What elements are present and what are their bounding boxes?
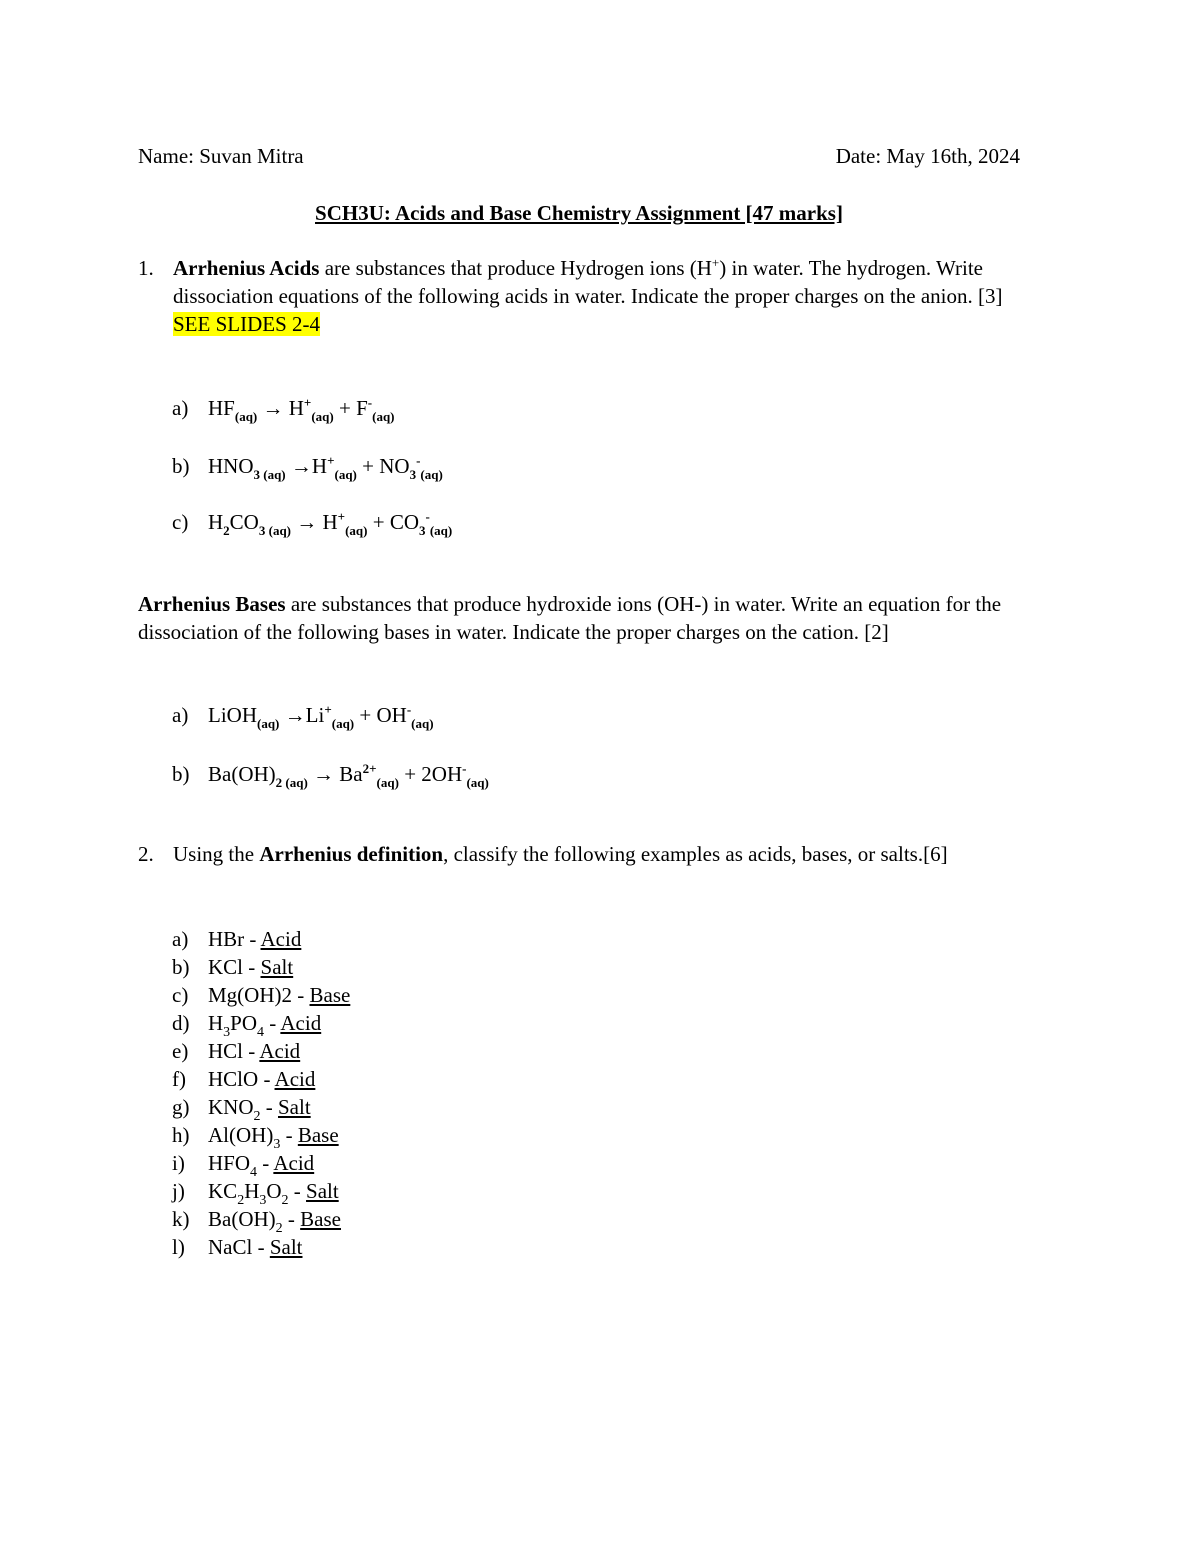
list-item: h) $Al(OH)_3$ - Base: [172, 1123, 339, 1152]
question-number: 1.: [138, 256, 154, 280]
list-item: a) HBr - Acid: [172, 927, 302, 951]
list-item: l) NaCl - Salt: [172, 1235, 303, 1259]
compound: $Al(OH)_3$: [208, 1123, 281, 1152]
acid-equation-a: a) $HF_{(aq)} \to H^+_{(aq)} + F^-_{(aq)}$: [172, 395, 395, 424]
compound: HClO: [208, 1067, 259, 1091]
item-label: f): [172, 1067, 186, 1091]
item-label: h): [172, 1123, 190, 1147]
acid-equation-b: b) $HNO_{3 (aq)} \to H^+_{(aq)} + NO_3^-_{(aq)}$: [172, 453, 443, 482]
list-item: f) HClO - Acid: [172, 1067, 316, 1091]
list-item: g) $KNO_2$ - Salt: [172, 1095, 311, 1124]
compound: $KC_2H_3O_2$: [208, 1179, 289, 1208]
item-label: d): [172, 1011, 190, 1035]
compound: KCl: [208, 955, 244, 979]
bases-text: are substances that produce hydroxide ions (OH-) in water. Write an equation for the dissociation of the following bases in water. Indicate the proper charges on the cation. [2]: [138, 592, 1002, 644]
question-number: 2.: [138, 842, 154, 866]
answer: Acid: [274, 1067, 316, 1091]
highlighted-note: SEE SLIDES 2-4: [173, 312, 320, 336]
list-item: b) KCl - Salt: [172, 955, 294, 979]
item-label: c): [172, 510, 189, 534]
q1-text-a: are substances that produce Hydrogen ions (H: [319, 256, 712, 280]
compound: HCl: [208, 1039, 244, 1063]
question-text: [173, 840, 1003, 868]
term-arrhenius-bases: Arrhenius Bases: [138, 592, 286, 616]
item-label: a): [172, 703, 189, 727]
answer: Salt: [269, 1235, 303, 1259]
q2-text-b: , classify the following examples as acids, bases, or salts.[6]: [443, 842, 948, 866]
item-label: b): [172, 955, 190, 979]
compound: $HFO_4$: [208, 1151, 258, 1180]
question-text: Arrhenius Acids are substances that produce Hydrogen ions (H+) in water. The hydrogen. Write dissociation equations of the following acids in water. Indicate the proper charges on the anion. [3] SEE SLIDES 2-4: [173, 255, 1003, 336]
base-equation-b: b) $Ba(OH)_{2 (aq)} \to Ba^{2+}_{(aq)} + 2OH^-_{(aq)}$: [172, 761, 489, 790]
list-item: d) $H_3PO_4$ - Acid: [172, 1011, 322, 1040]
answer: Salt: [306, 1179, 339, 1203]
answer: Base: [300, 1207, 341, 1231]
compound: HBr: [208, 927, 245, 951]
item-label: k): [172, 1207, 190, 1231]
list-item: e) HCl - Acid: [172, 1039, 301, 1063]
compound: $Ba(OH)_2$: [208, 1207, 283, 1236]
item-label: l): [172, 1235, 185, 1259]
page-title: SCH3U: Acids and Base Chemistry Assignment [47 marks]: [315, 201, 843, 225]
answer: Base: [309, 983, 351, 1007]
item-label: g): [172, 1095, 190, 1119]
item-label: b): [172, 762, 190, 786]
list-item: c) Mg(OH)2 - Base: [172, 983, 351, 1007]
item-label: a): [172, 927, 189, 951]
compound: NaCl: [208, 1235, 253, 1259]
term-arrhenius-definition: Arrhenius definition: [259, 842, 444, 866]
assignment-date: Date: May 16th, 2024: [835, 144, 1020, 168]
list-item: i) $HFO_4$ - Acid: [172, 1151, 315, 1180]
item-label: c): [172, 983, 189, 1007]
item-label: b): [172, 454, 190, 478]
item-label: i): [172, 1151, 185, 1175]
answer: Acid: [280, 1011, 322, 1035]
list-item: j) $KC_2H_3O_2$ - Salt: [172, 1179, 339, 1208]
item-label: j): [172, 1179, 185, 1203]
q2-text-a: Using the: [173, 842, 260, 866]
answer: Salt: [260, 955, 294, 979]
base-equation-a: a) LiOH$_{(aq)}$ $\to Li^+_{(aq)} + OH^-_{(aq)}$: [172, 702, 434, 731]
answer: Acid: [259, 1039, 301, 1063]
list-item: k) $Ba(OH)_2$ - Base: [172, 1207, 341, 1236]
item-label: e): [172, 1039, 189, 1063]
header: [138, 142, 1020, 172]
answer: Base: [297, 1123, 339, 1147]
answer: Salt: [278, 1095, 311, 1119]
compound: $H_3PO_4$: [208, 1011, 265, 1040]
acid-equation-c: c) $H_2CO_{3 (aq)} \to H^+_{(aq)} + CO_3^-_{(aq)}$: [172, 509, 453, 538]
compound: Mg(OH)2: [208, 983, 292, 1007]
answer: Acid: [260, 927, 302, 951]
compound: $KNO_2$: [208, 1095, 261, 1124]
q1-text-b: ) in water. The hydrogen. Write dissociation equations of the following acids in water. Indicate the proper charges on the anion. [3]: [173, 256, 1003, 308]
term-arrhenius-acids: Arrhenius Acids: [173, 256, 320, 280]
bases-section: [138, 590, 1008, 646]
item-label: a): [172, 396, 189, 420]
classification-list: [172, 925, 350, 1261]
answer: Acid: [273, 1151, 315, 1175]
student-name: Name: Suvan Mitra: [138, 144, 304, 168]
